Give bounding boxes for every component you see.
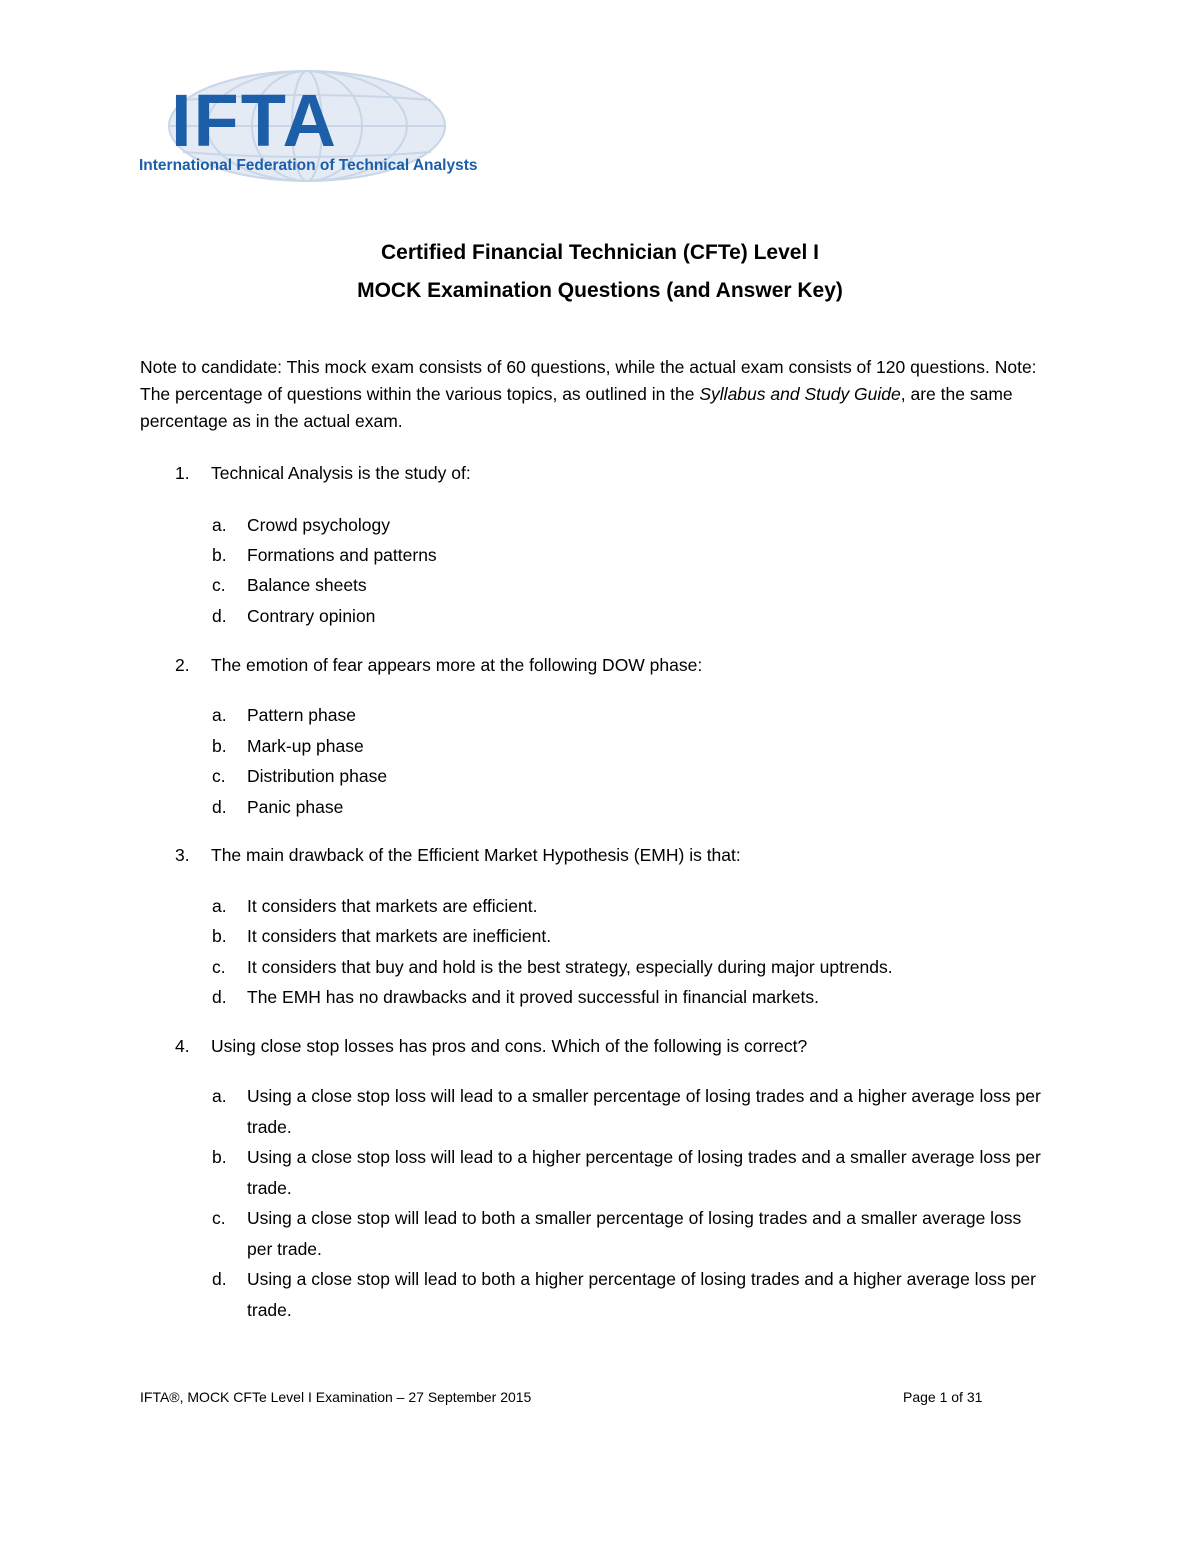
option-text: Panic phase xyxy=(247,797,344,817)
option-letter: d. xyxy=(212,1269,227,1289)
page-number: Page 1 of 31 xyxy=(903,1389,983,1405)
question-number: 2. xyxy=(175,655,190,675)
question-number: 4. xyxy=(175,1036,190,1056)
option-letter: a. xyxy=(212,896,227,916)
document-title: Certified Financial Technician (CFTe) Level I xyxy=(381,241,819,264)
option-text: Contrary opinion xyxy=(247,606,376,626)
option-text: Pattern phase xyxy=(247,705,356,725)
ifta-logo xyxy=(135,68,605,188)
option-text: It considers that markets are inefficient. xyxy=(247,926,552,946)
option-letter: c. xyxy=(212,575,226,595)
option-letter: d. xyxy=(212,606,227,626)
option-text: Distribution phase xyxy=(247,766,388,786)
option-letter: b. xyxy=(212,926,227,946)
option-letter: b. xyxy=(212,1147,227,1167)
option-letter: c. xyxy=(212,1208,226,1228)
footer-text: IFTA®, MOCK CFTe Level I Examination – 27 September 2015 xyxy=(140,1389,532,1405)
option-text: Balance sheets xyxy=(247,575,367,595)
candidate-note xyxy=(140,354,1040,435)
option-letter: a. xyxy=(212,515,227,535)
option-text: Formations and patterns xyxy=(247,545,437,565)
option-text: Using a close stop will lead to both a smaller percentage of losing trades and a smaller average loss per trade. xyxy=(247,1208,1022,1259)
note-text-2: , are the same percentage as in the actual exam. xyxy=(140,384,1013,431)
document-subtitle: MOCK Examination Questions (and Answer Key) xyxy=(357,279,843,302)
question-text: The main drawback of the Efficient Market Hypothesis (EMH) is that: xyxy=(211,845,741,865)
option-text: Using a close stop loss will lead to a higher percentage of losing trades and a smaller average loss per trade. xyxy=(247,1147,1041,1198)
option-letter: b. xyxy=(212,736,227,756)
option-text: Using a close stop will lead to both a higher percentage of losing trades and a higher average loss per trade. xyxy=(247,1269,1036,1320)
logo-wordmark: IFTA xyxy=(171,79,338,162)
note-text-1: Note to candidate: This mock exam consists of 60 questions, while the actual exam consists of 120 questions. Note: The percentage of questions within the various topics, as outlined in the xyxy=(140,357,1037,404)
option-letter: d. xyxy=(212,987,227,1007)
question-text: Technical Analysis is the study of: xyxy=(211,463,471,483)
option-letter: a. xyxy=(212,1086,227,1106)
logo-tagline: International Federation of Technical Analysts xyxy=(139,157,478,174)
note-italic: Syllabus and Study Guide xyxy=(699,384,901,404)
question-text: Using close stop losses has pros and cons. Which of the following is correct? xyxy=(211,1036,808,1056)
option-text: Mark-up phase xyxy=(247,736,364,756)
question-number: 3. xyxy=(175,845,190,865)
question-number: 1. xyxy=(175,463,190,483)
option-letter: d. xyxy=(212,797,227,817)
option-letter: c. xyxy=(212,957,226,977)
option-text: Using a close stop loss will lead to a smaller percentage of losing trades and a higher average loss per trade. xyxy=(247,1086,1041,1137)
option-letter: a. xyxy=(212,705,227,725)
option-text: The EMH has no drawbacks and it proved successful in financial markets. xyxy=(247,987,819,1007)
option-text: Crowd psychology xyxy=(247,515,390,535)
option-letter: c. xyxy=(212,766,226,786)
question-text: The emotion of fear appears more at the following DOW phase: xyxy=(211,655,703,675)
option-letter: b. xyxy=(212,545,227,565)
option-text: It considers that buy and hold is the best strategy, especially during major uptrends. xyxy=(247,957,893,977)
option-text: It considers that markets are efficient. xyxy=(247,896,538,916)
